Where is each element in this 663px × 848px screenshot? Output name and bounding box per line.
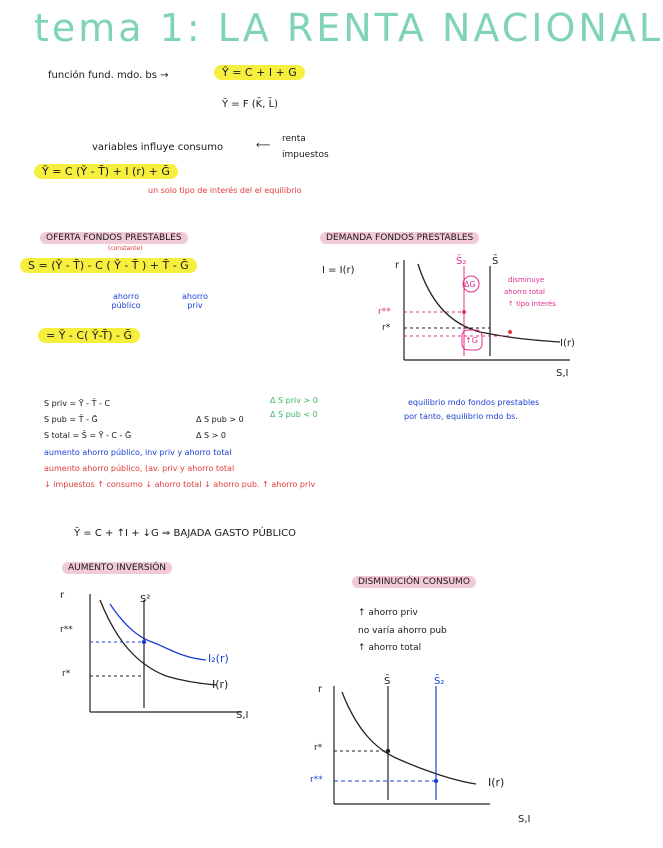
- vars-label: variables influye consumo: [92, 142, 224, 153]
- oferta-constant: (constante): [108, 245, 143, 252]
- oferta-equation: S = (Ȳ - T̄) - C ( Ȳ - T̄ ) + T̄ - Ḡ: [20, 258, 197, 273]
- disminucion-r1-label: r*: [314, 743, 323, 753]
- aumento-x-label: S,I: [236, 710, 249, 721]
- disminucion-item-1: ↑ ahorro priv: [358, 608, 418, 618]
- label-ahorro-priv: ahorro priv: [181, 292, 209, 310]
- demanda-r-label: r: [395, 260, 400, 271]
- demanda-s-label: S̄: [492, 256, 499, 267]
- disminucion-s2-label: S̄₂: [434, 676, 445, 687]
- delta-s-total: Δ S > 0: [196, 431, 226, 440]
- demanda-curve-label: I(r): [560, 338, 575, 349]
- s-pub: S pub = T̄ - Ḡ: [44, 415, 98, 424]
- demanda-note-1: disminuye: [508, 276, 545, 284]
- disminucion-x-label: S,I: [518, 814, 531, 825]
- aumento-r2-label: r**: [60, 625, 73, 635]
- aumento-r-label: r: [60, 590, 65, 601]
- demanda-note-2: ahorro total: [504, 288, 546, 296]
- disminucion-graph: [300, 676, 550, 826]
- main-equation: Ȳ = C (Ȳ - T̄) + I (r) + Ḡ: [34, 164, 178, 179]
- aumento-graph: [56, 584, 276, 724]
- demanda-dg-label: ΔG: [464, 280, 476, 289]
- oferta-equation-2: = Ȳ - C( Ȳ-T̄) - Ḡ: [38, 328, 140, 343]
- disminucion-r-label: r: [318, 684, 323, 695]
- bajada-equation: Ȳ = C + ↑I + ↓G ⇒ BAJADA GASTO PÚBLICO: [74, 528, 297, 539]
- oferta-header: OFERTA FONDOS PRESTABLES: [40, 232, 188, 244]
- savings-blue-line: aumento ahorro público, inv priv y ahorro total: [44, 448, 232, 457]
- vars-item-renta: renta: [282, 134, 306, 144]
- disminucion-r2-label: r**: [310, 775, 323, 785]
- equilibrium-line-2: por tanto, equilibrio mdo bs.: [404, 412, 518, 421]
- arrow-left-icon: ⟵: [256, 140, 271, 151]
- disminucion-item-3: ↑ ahorro total: [358, 643, 422, 653]
- delta-s-pub: Δ S pub > 0: [196, 415, 244, 424]
- disminucion-item-2: no varía ahorro pub: [358, 626, 447, 636]
- aumento-i2-label: I₂(r): [208, 652, 229, 665]
- delta-s-pub-right: Δ S pub < 0: [270, 410, 318, 419]
- y-equation: Ȳ = F (K̄, L̄): [222, 99, 279, 110]
- demanda-x-label: S,I: [556, 368, 569, 379]
- demanda-note-3: ↑ tipo interés: [508, 300, 556, 308]
- s-priv: S priv = Ȳ - T̄ - C: [44, 399, 111, 408]
- delta-s-priv-right: Δ S priv > 0: [270, 396, 318, 405]
- s-total: S total = S̄ = Ȳ - C - Ḡ: [44, 431, 132, 440]
- aumento-r1-label: r*: [62, 669, 71, 679]
- main-note: un solo tipo de interés del el equilibrio: [148, 186, 302, 195]
- vars-item-impuestos: impuestos: [282, 150, 329, 160]
- page-title: tema 1: LA RENTA NACIONAL: [34, 6, 663, 50]
- savings-effects-line: ↓ impuestos ↑ consumo ↓ ahorro total ↓ ahorro pub. ↑ ahorro priv: [44, 480, 316, 489]
- demanda-s2-label: S̄₂: [456, 256, 467, 267]
- demanda-header: DEMANDA FONDOS PRESTABLES: [320, 232, 479, 244]
- demanda-r2-label: r**: [378, 307, 391, 317]
- equilibrium-line-1: equilibrio mdo fondos prestables: [408, 398, 540, 407]
- func-equation: Ȳ = C + I + G: [214, 65, 305, 80]
- aumento-i1-label: I(r): [212, 678, 229, 691]
- disminucion-header: DISMINUCIÓN CONSUMO: [352, 576, 476, 588]
- savings-red-line: aumento ahorro público, (av. priv y ahorro total: [44, 464, 235, 473]
- demanda-graph: [360, 252, 590, 382]
- demanda-equation: I = I(r): [322, 265, 355, 276]
- aumento-header: AUMENTO INVERSIÓN: [62, 562, 172, 574]
- demanda-tg-label: ↑G: [465, 336, 478, 345]
- disminucion-s-label: S̄: [384, 676, 391, 687]
- demanda-r1-label: r*: [382, 323, 391, 333]
- label-ahorro-publico: ahorro público: [111, 292, 141, 310]
- aumento-s-label: S²: [140, 594, 151, 605]
- func-label: función fund. mdo. bs →: [48, 70, 169, 81]
- disminucion-curve-label: I(r): [488, 776, 505, 789]
